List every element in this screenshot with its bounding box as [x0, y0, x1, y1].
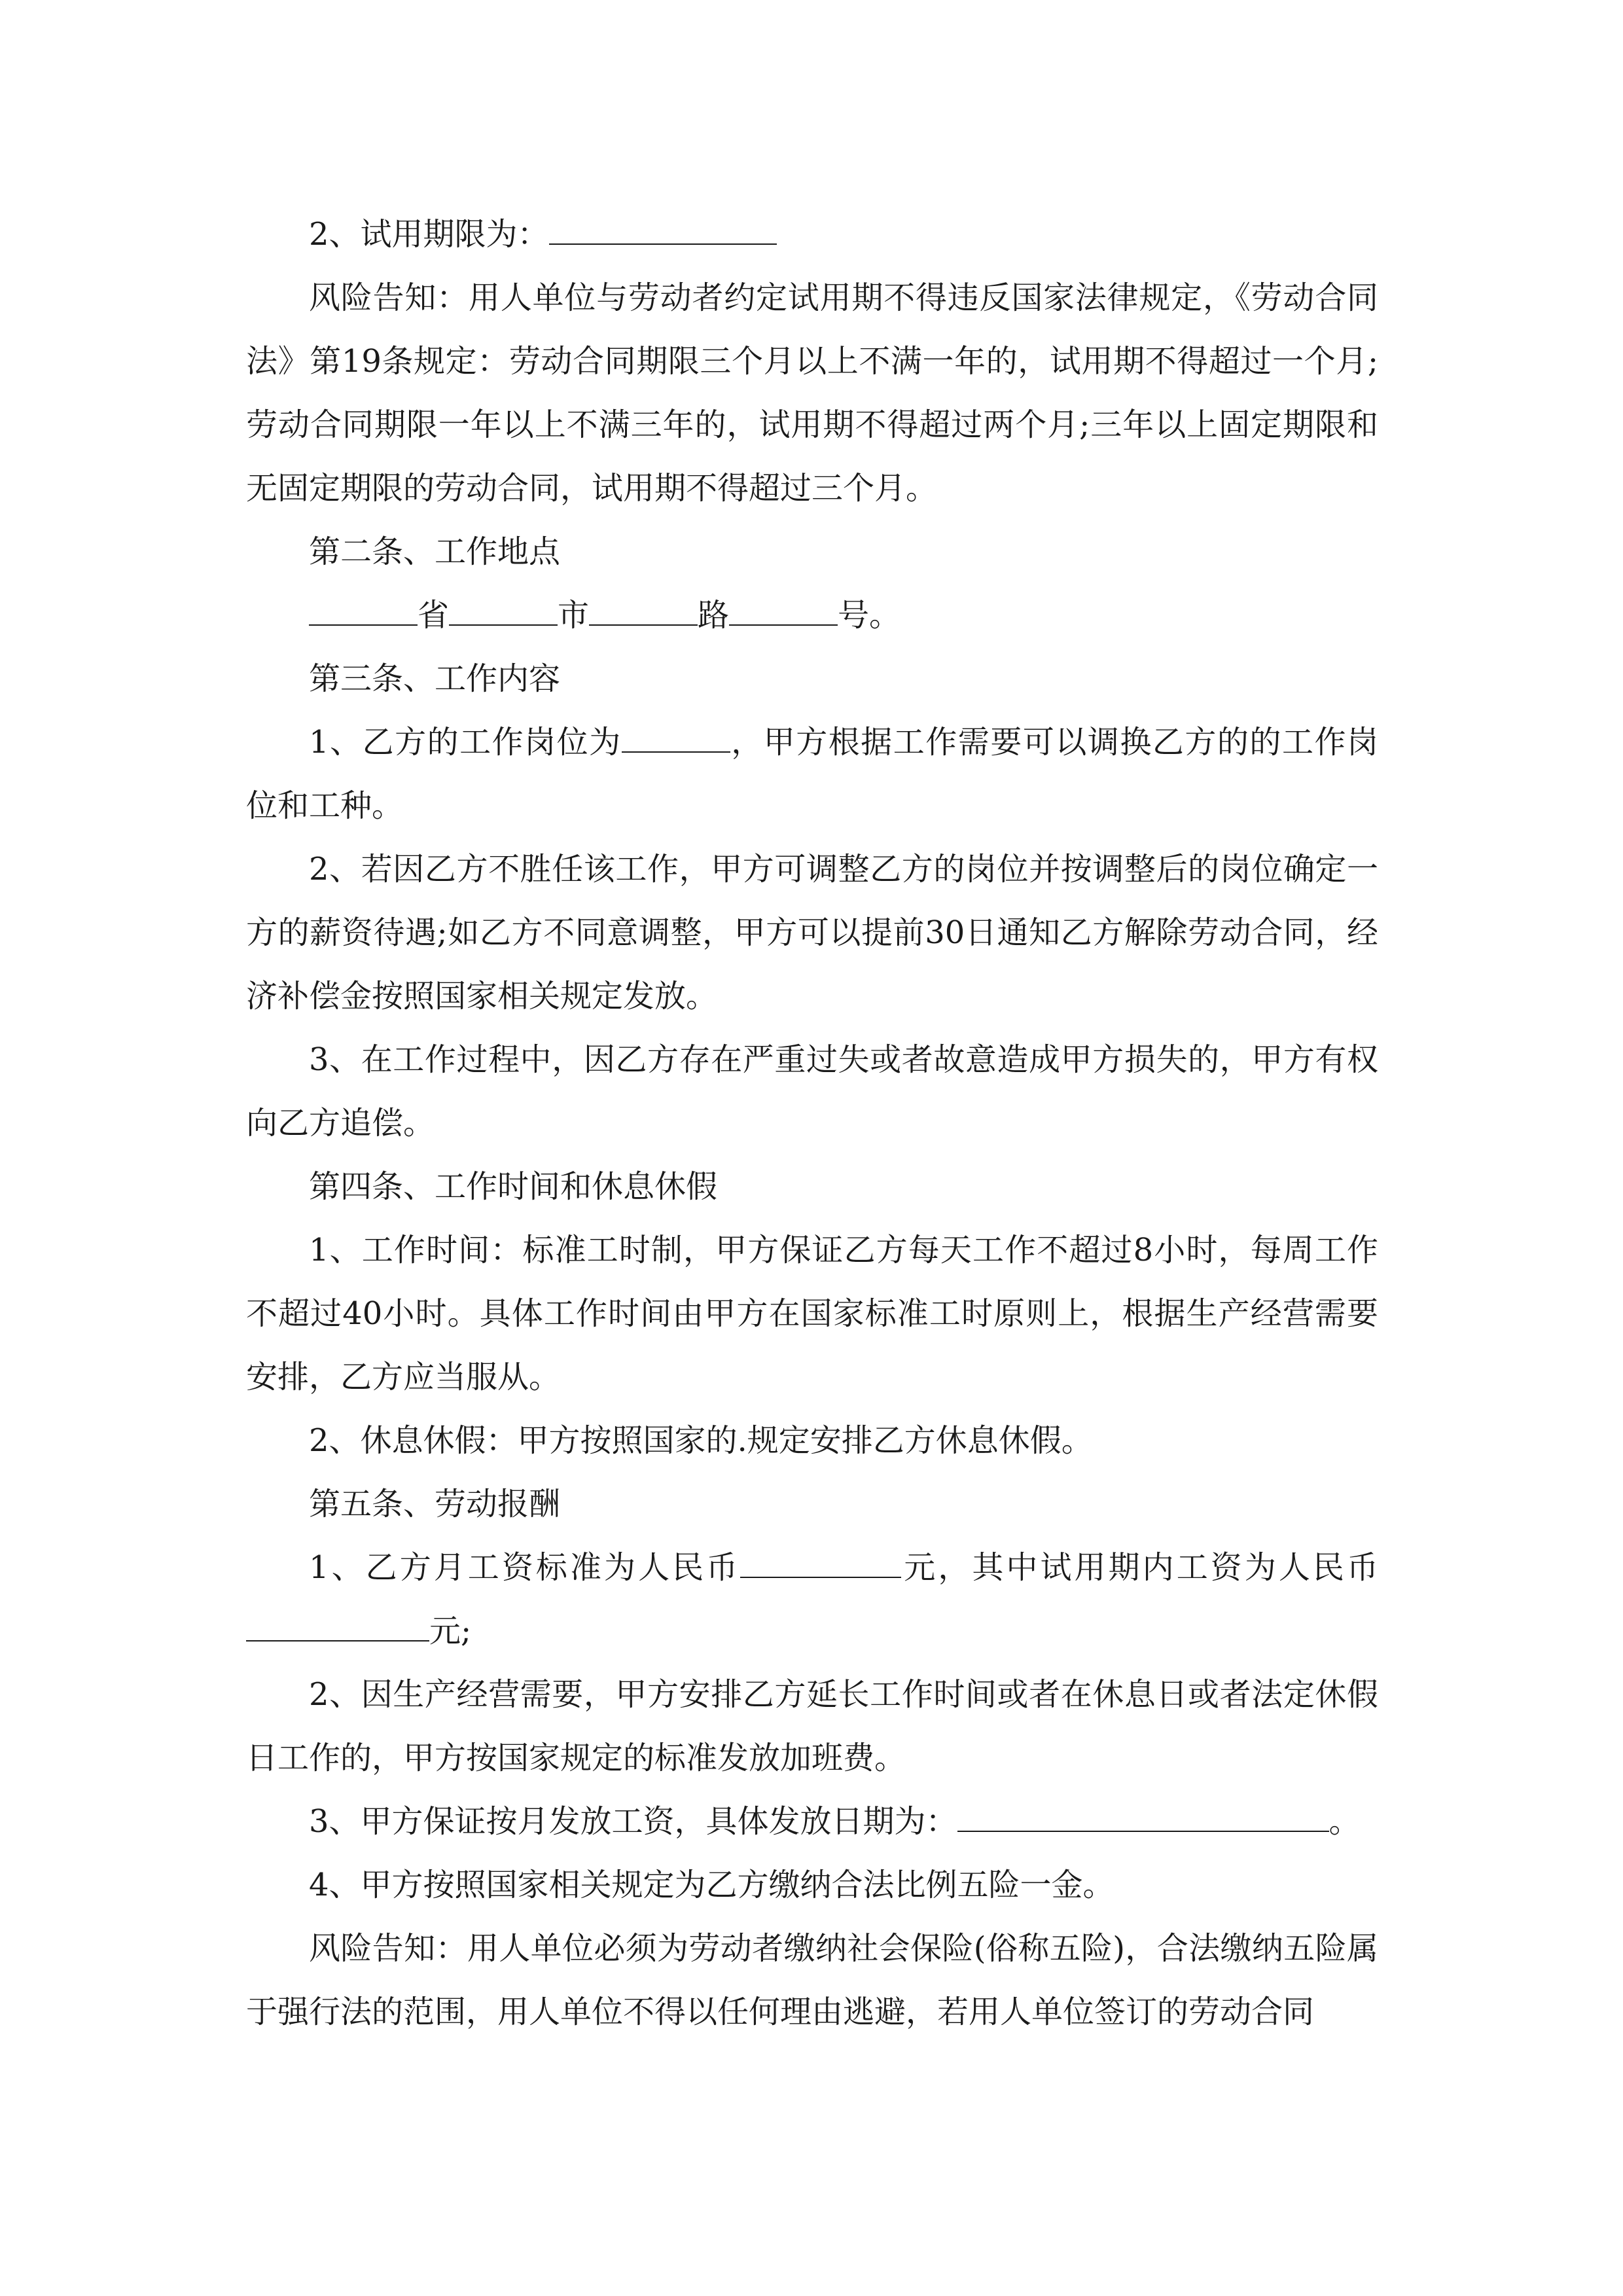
paragraph-rest-leave: 2、休息休假：甲方按照国家的.规定安排乙方休息休假。	[309, 1422, 1093, 1459]
road-blank[interactable]	[589, 594, 698, 626]
article-4-heading: 第四条、工作时间和休息休假	[309, 1168, 718, 1205]
job-position-prefix: 1、乙方的工作岗位为	[309, 724, 622, 761]
paragraph-probation-term	[246, 203, 1378, 266]
paragraph-social-insurance: 4、甲方按照国家相关规定为乙方缴纳合法比例五险一金。	[309, 1867, 1115, 1903]
province-label: 省	[418, 597, 450, 634]
probation-salary-blank[interactable]	[246, 1610, 429, 1641]
paragraph-compensation-claim: 3、在工作过程中，因乙方存在严重过失或者故意造成甲方损失的，甲方有权向乙方追偿。	[246, 1041, 1378, 1141]
salary-mid: 元，其中试用期内工资为人民币	[901, 1549, 1378, 1586]
number-label: 号。	[838, 597, 901, 634]
article-5-heading: 第五条、劳动报酬	[309, 1486, 561, 1522]
paragraph-monthly-salary	[246, 1536, 1378, 1663]
pay-date-blank[interactable]	[957, 1801, 1329, 1832]
province-blank[interactable]	[309, 594, 418, 626]
paragraph-risk-notice-probation: 风险告知：用人单位与劳动者约定试用期不得违反国家法律规定，《劳动合同法》第19条规定：劳动合同期限三个月以上不满一年的，试用期不得超过一个月;劳动合同期限一年以上不满三年的，试用期不得超过两个月;三年以上固定期限和无固定期限的劳动合同，试用期不得超过三个月。	[246, 279, 1378, 507]
salary-suffix: 元;	[429, 1613, 472, 1649]
paragraph-job-position	[246, 711, 1378, 838]
paragraph-overtime-pay: 2、因生产经营需要，甲方安排乙方延长工作时间或者在休息日或者法定休假日工作的，甲方按国家规定的标准发放加班费。	[246, 1676, 1378, 1776]
number-blank[interactable]	[729, 594, 838, 626]
probation-term-blank[interactable]	[549, 213, 777, 245]
city-label: 市	[558, 597, 590, 634]
job-position-blank[interactable]	[622, 721, 730, 753]
job-position-suffix: ，甲方根据工作需要可以调换乙方的的工作岗位和工种。	[246, 724, 1378, 824]
paragraph-risk-notice-insurance: 风险告知：用人单位必须为劳动者缴纳社会保险(俗称五险)，合法缴纳五险属于强行法的范围，用人单位不得以任何理由逃避，若用人单位签订的劳动合同	[246, 1930, 1378, 2030]
probation-term-label: 2、试用期限为：	[309, 216, 549, 253]
pay-date-prefix: 3、甲方保证按月发放工资，具体发放日期为：	[309, 1803, 957, 1840]
paragraph-pay-date	[246, 1790, 1378, 1854]
paragraph-work-address	[246, 584, 1378, 647]
salary-prefix: 1、乙方月工资标准为人民币	[309, 1549, 741, 1586]
monthly-salary-blank[interactable]	[740, 1547, 901, 1578]
article-3-heading: 第三条、工作内容	[309, 660, 561, 697]
article-2-heading: 第二条、工作地点	[309, 533, 561, 570]
paragraph-working-hours: 1、工作时间：标准工时制，甲方保证乙方每天工作不超过8小时，每周工作不超过40小时。具体工作时间由甲方在国家标准工时原则上，根据生产经营需要安排，乙方应当服从。	[246, 1232, 1378, 1395]
road-label: 路	[698, 597, 730, 634]
paragraph-job-adjustment: 2、若因乙方不胜任该工作，甲方可调整乙方的岗位并按调整后的岗位确定一方的薪资待遇;如乙方不同意调整，甲方可以提前30日通知乙方解除劳动合同，经济补偿金按照国家相关规定发放。	[246, 851, 1378, 1014]
city-blank[interactable]	[449, 594, 558, 626]
pay-date-suffix: 。	[1329, 1803, 1361, 1840]
document-body	[246, 203, 1378, 2044]
